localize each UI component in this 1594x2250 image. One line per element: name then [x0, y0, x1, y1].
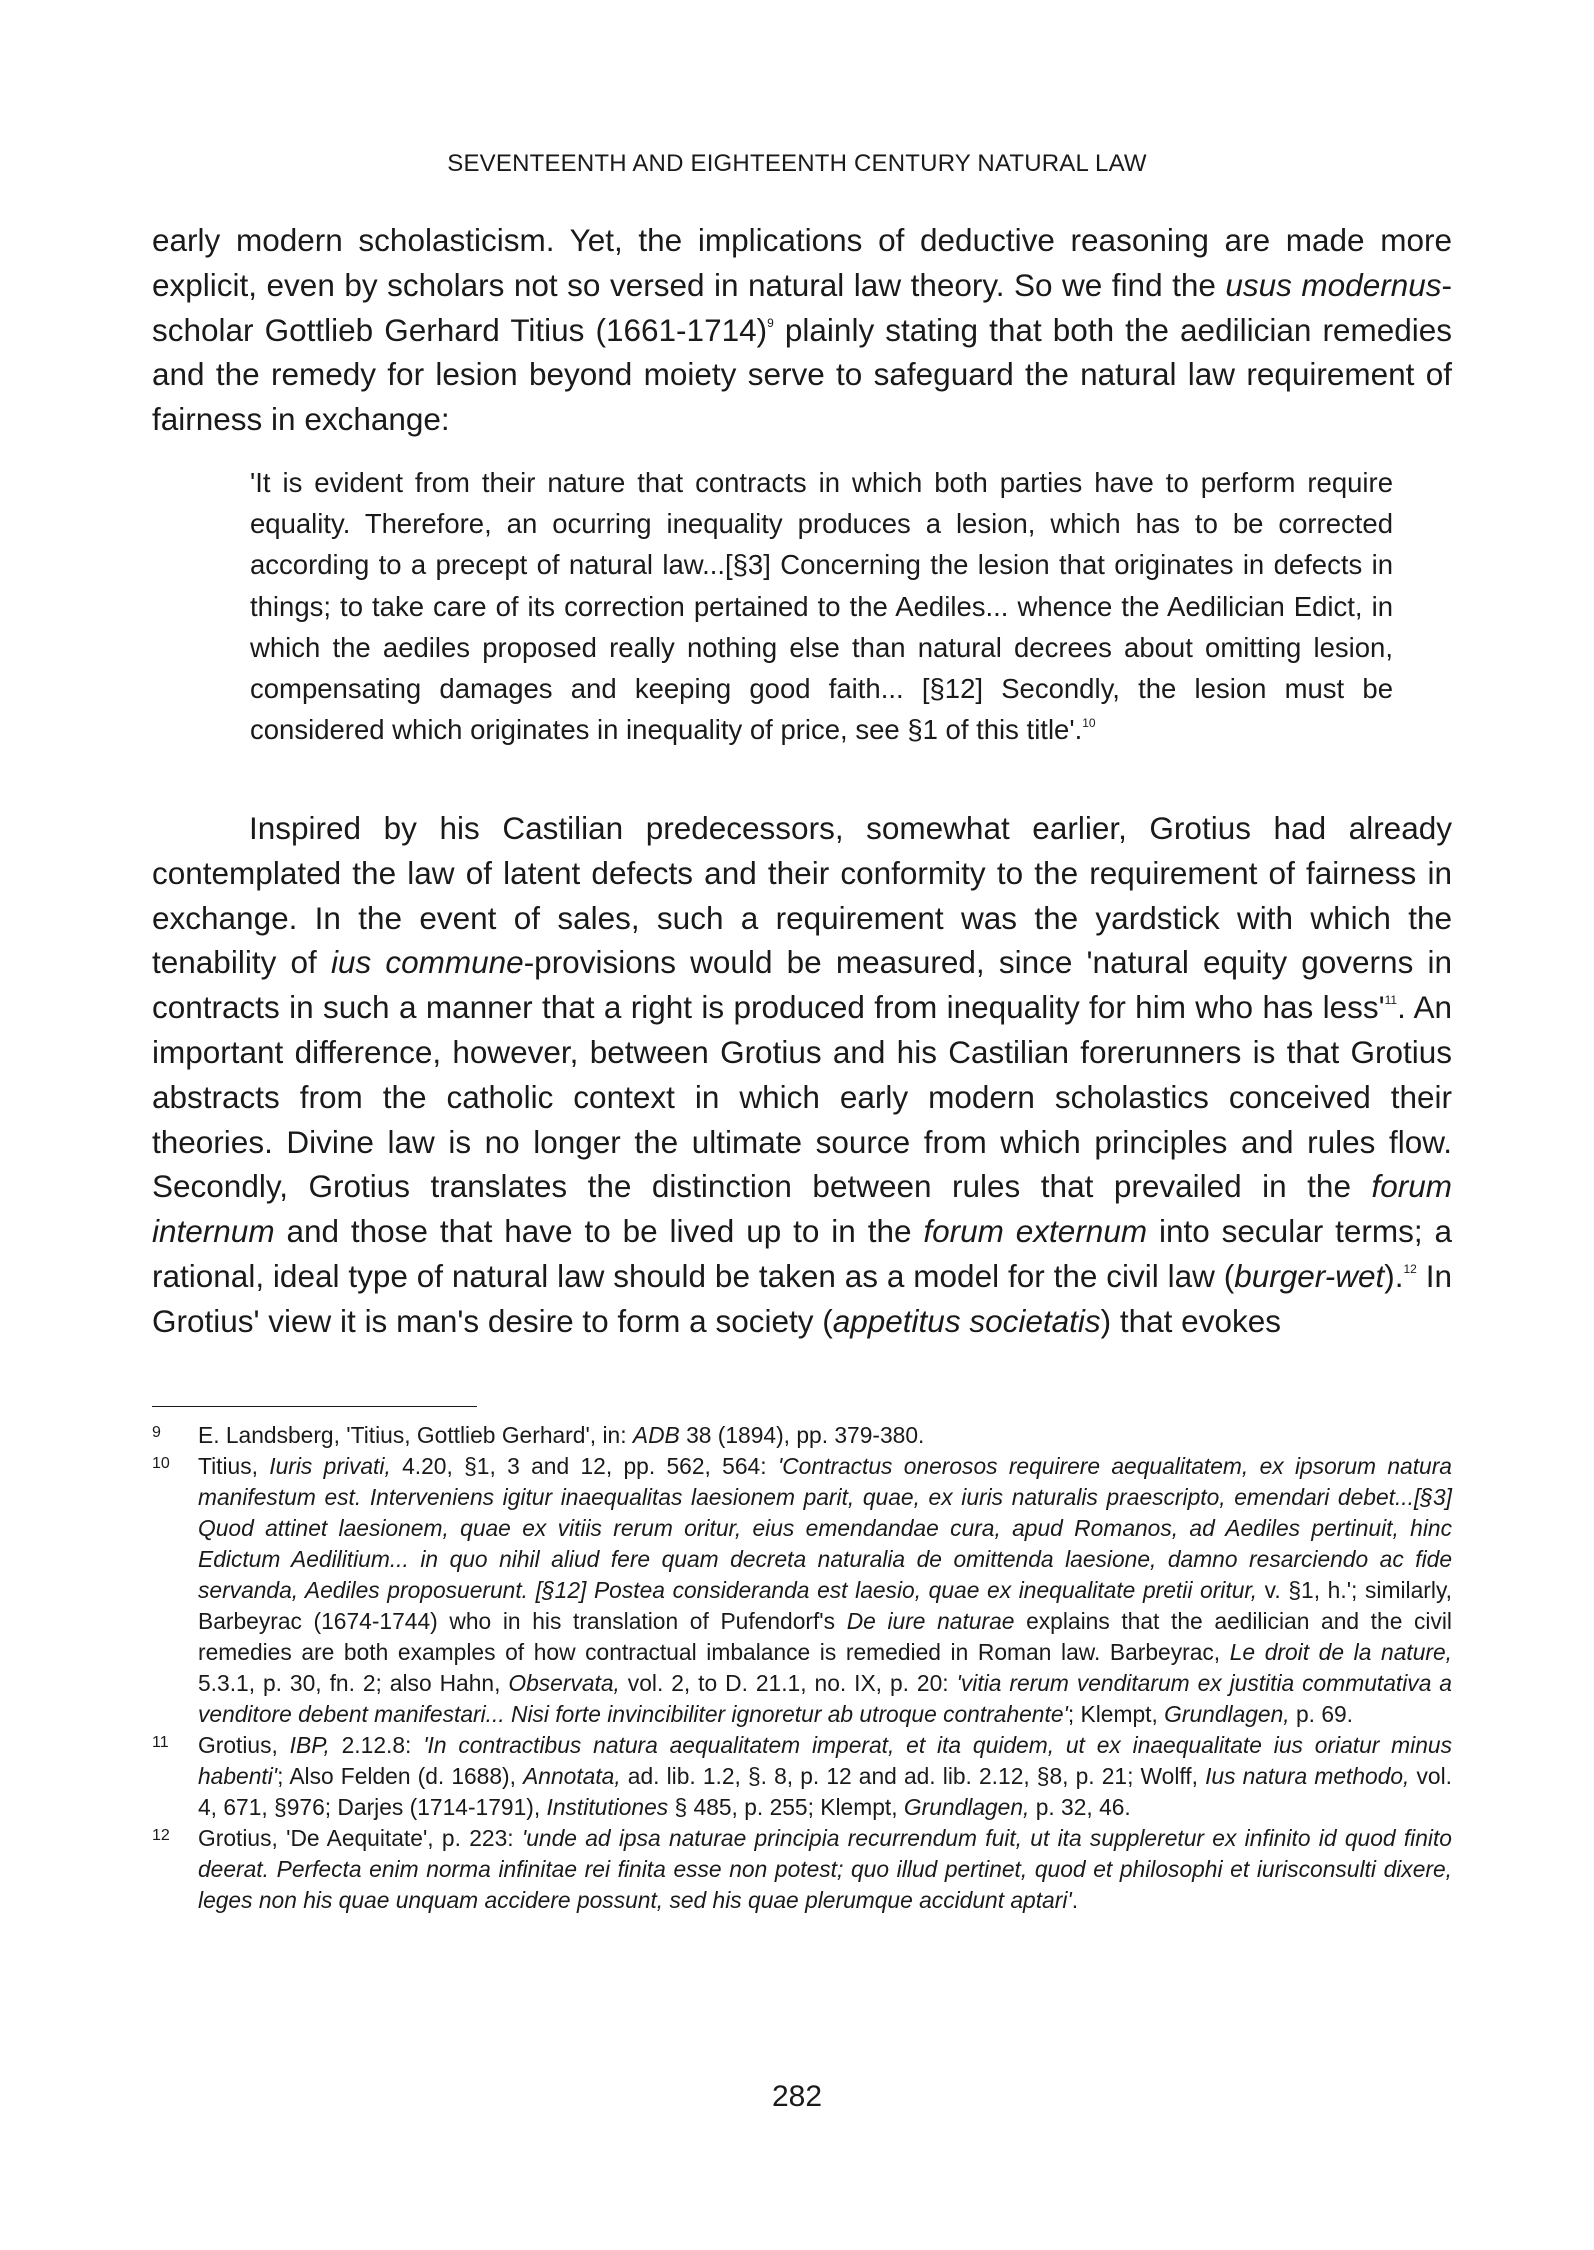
body-paragraph-1: early modern scholasticism. Yet, the implications of deductive reasoning are made more explicit, even by scholars not so versed in natural law theory. So we find the usus modernus-scholar Gottlieb Gerhard Titius (1661-1714)$^9$ plainly stating that both the aedilician remedies and the remedy for lesion beyond moiety serve to safeguard the natural law requirement of fairness in exchange:	[152, 222, 1452, 438]
footnote-ref-10[interactable]: 10	[1082, 716, 1096, 731]
footnote-12: 12 Grotius, 'De Aequitate', p. 223: 'unde ad ipsa naturae principia recurrendum fuit, ut ita suppleretur ex infinito id quod finito deerat. Perfecta enim norma infinitae rei finita esse non potest; quo illud pertinet, quod et philosophi et iurisconsulti dixere, leges non his quae unquam accidere possunt, sed his quae plerumque accidunt aptari'.	[152, 1823, 1452, 1916]
footnote-number: 9	[152, 1424, 161, 1441]
body-paragraph-2: Inspired by his Castilian predecessors, somewhat earlier, Grotius had already contemplated the law of latent defects and their conformity to the requirement of fairness in exchange. In the event of sales, such a requirement was the yardstick with which the tenability of ius commune-provisions would be measured, since 'natural equity governs in contracts in such a manner that a right is produced from inequality for him who has $less'^{11}$. An important difference, however, between Grotius and his Castilian forerunners is that Grotius abstracts from the catholic context in which early modern scholastics conceived their theories. Divine law is no longer the ultimate source from which principles and rules flow. Secondly, Grotius translates the distinction between rules that prevailed in the forum internum and those that have to be lived up to in the forum externum into secular terms; a rational, ideal type of natural law should be taken as a model for the civil law (burger-wet).$^{12}$ In Grotius' view it is man's desire to form a society (appetitus societatis) that evokes	[152, 810, 1453, 1339]
footnote-ref-11[interactable]: 11	[1384, 993, 1398, 1008]
footnote-number: 11	[152, 1734, 169, 1751]
block-quote: 'It is evident from their nature that contracts in which both parties have to perform require equality. Therefore, an ocurring inequality produces a lesion, which has to be corrected according to a precept of natural law...[§3] Concerning the lesion that originates in defects in things; to take care of its correction pertained to the Aediles... whence the Aedilician Edict, in which the aediles proposed really nothing else than natural decrees about omitting lesion, compensating damages and keeping good faith... [§12] Secondly, the lesion must be considered which originates in inequality of price, see §1 of this title'.$^{10}$	[250, 467, 1393, 746]
footnote-divider	[152, 1406, 477, 1407]
footnote-ref-9[interactable]: 9	[767, 315, 774, 330]
footnote-9: 9 E. Landsberg, 'Titius, Gottlieb Gerhard', in: ADB 38 (1894), pp. 379-380.	[152, 1420, 1452, 1451]
footnote-10: 10 Titius, Iuris privati, 4.20, §1, 3 and 12, pp. 562, 564: 'Contractus onerosos requirere aequalitatem, ex ipsorum natura manifestum est. Interveniens igitur inaequalitas laesionem parit, quae, ex iuris naturalis praescripto, emendari debet...[§3] Quod attinet laesionem, quae ex vitiis rerum oritur, eius emendandae cura, apud Romanos, ad Aediles pertinuit, hinc Edictum Aedilitium... in quo nihil aliud fere quam decreta naturalia de omittenda laesione, damno resarciendo ac fide servanda, Aediles proposuerunt. [§12] Postea consideranda est laesio, quae ex inequalitate pretii oritur, v. §1, h.'; similarly, Barbeyrac (1674-1744) who in his translation of Pufendorf's De iure naturae explains that the aedilician and the civil remedies are both examples of how contractual imbalance is remedied in Roman law. Barbeyrac, Le droit de la nature, 5.3.1, p. 30, fn. 2; also Hahn, Observata, vol. 2, to D. 21.1, no. IX, p. 20: 'vitia rerum venditarum ex justitia commutativa a venditore debent manifestari... Nisi forte invincibiliter ignoretur ab utroque contrahente'; Klempt, Grundlagen, p. 69.	[152, 1451, 1452, 1730]
footnote-11: 11 Grotius, IBP, 2.12.8: 'In contractibus natura aequalitatem imperat, et ita quidem, ut ex inaequalitate ius oriatur minus habenti'; Also Felden (d. 1688), Annotata, ad. lib. 1.2, §. 8, p. 12 and ad. lib. 2.12, §8, p. 21; Wolff, Ius natura methodo, vol. 4, 671, §976; Darjes (1714-1791), Institutiones § 485, p. 255; Klempt, Grundlagen, p. 32, 46.	[152, 1730, 1452, 1823]
footnote-number: 10	[152, 1455, 170, 1472]
footnote-ref-12[interactable]: 12	[1403, 1261, 1417, 1276]
running-header: SEVENTEENTH AND EIGHTEENTH CENTURY NATURAL LAW	[447, 150, 1147, 177]
footnotes-section	[152, 1420, 1452, 1916]
footnote-number: 12	[152, 1827, 170, 1844]
page-number: 282	[771, 2080, 823, 2113]
